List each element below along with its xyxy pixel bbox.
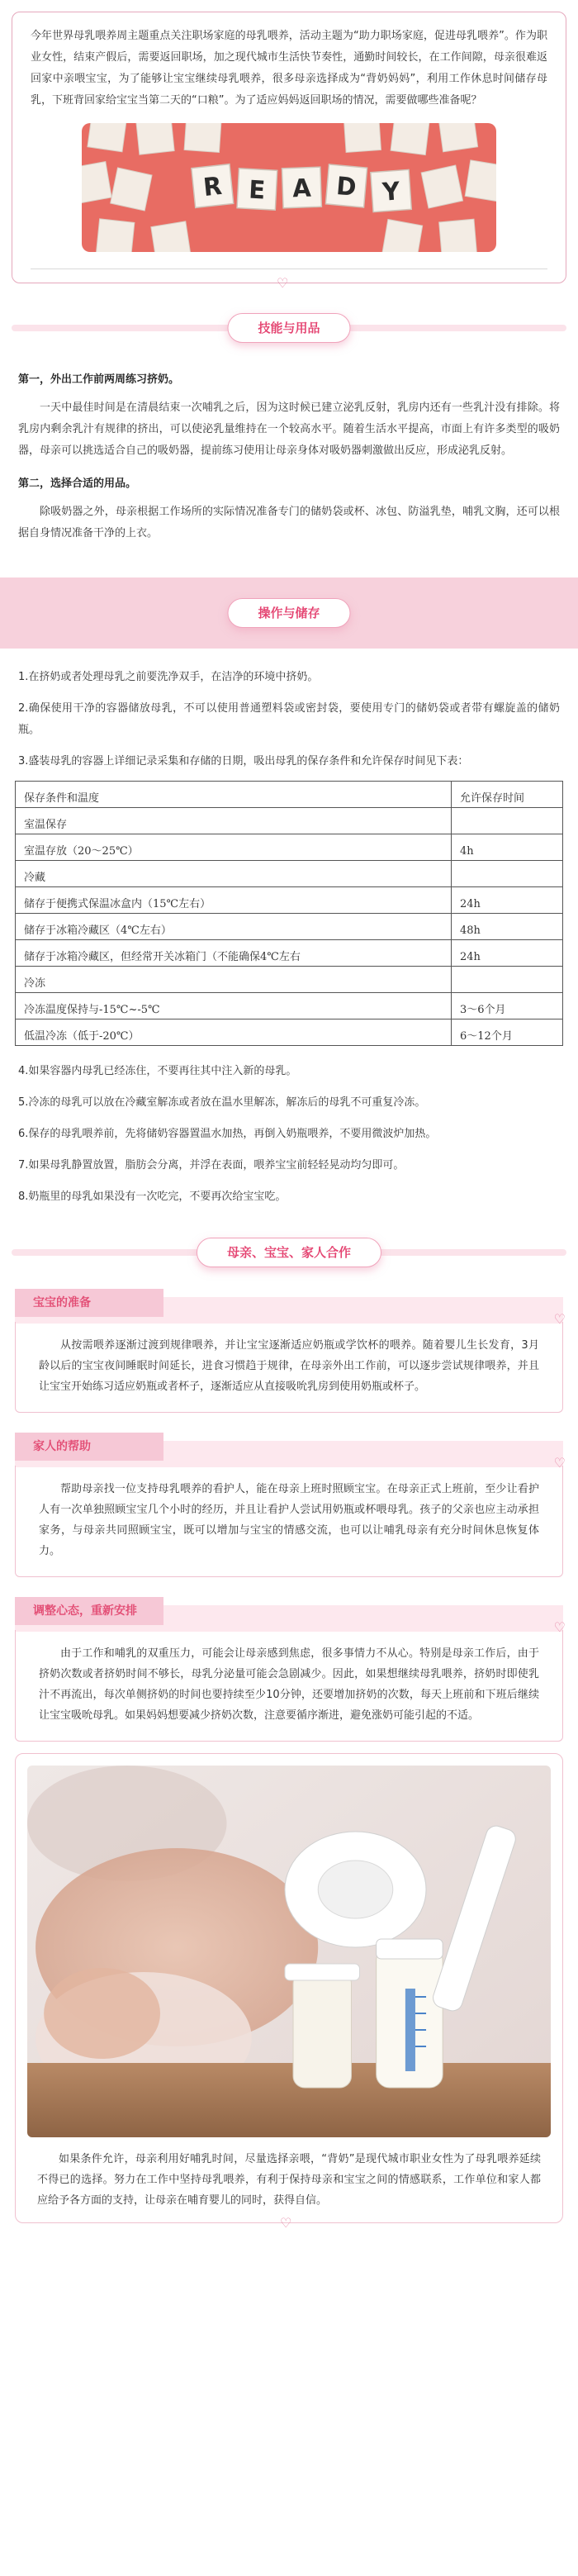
storage-item-2: 2.确保使用干净的容器储放母乳，不可以使用普通塑料袋或密封袋，要使用专门的储奶袋或者带有螺旋盖的储奶瓶。 [18, 702, 560, 736]
skills-content [0, 369, 578, 544]
table-cell-condition: 低温冷冻（低于-20℃） [16, 1019, 452, 1046]
ready-letter-y: Y [381, 176, 401, 207]
table-cell-duration: 允许保存时间 [452, 782, 563, 808]
table-row [16, 834, 563, 861]
table-row [16, 861, 563, 887]
storage-table [15, 781, 563, 1046]
storage-item-1: 1.在挤奶或者处理母乳之前要洗净双手，在洁净的环境中挤奶。 [18, 671, 319, 683]
section-skills-header [0, 283, 578, 369]
table-cell-duration: 6～12个月 [452, 1019, 563, 1046]
ready-letter-r: R [201, 171, 224, 202]
heart-icon: ♡ [553, 1311, 566, 1327]
table-cell-duration [452, 861, 563, 887]
table-cell-duration: 3～6个月 [452, 993, 563, 1019]
ready-letter-d: D [335, 171, 358, 202]
table-row [16, 887, 563, 914]
table-cell-condition: 室温保存 [16, 808, 452, 834]
storage-item-3: 3.盛装母乳的容器上详细记录采集和存储的日期，吸出母乳的保存条件和允许保存时间见下表： [18, 755, 469, 768]
table-cell-condition: 冷冻 [16, 967, 452, 993]
table-cell-duration [452, 967, 563, 993]
storage-item-8: 8.奶瓶里的母乳如果没有一次吃完，不要再次给宝宝吃。 [18, 1191, 287, 1203]
storage-item-4: 4.如果容器内母乳已经冻住，不要再往其中注入新的母乳。 [18, 1065, 297, 1077]
subsection-baby-title: 宝宝的准备 [15, 1289, 163, 1317]
table-cell-duration: 24h [452, 940, 563, 967]
storage-item-7: 7.如果母乳静置放置，脂肪会分离，并浮在表面，喂养宝宝前轻轻晃动均匀即可。 [18, 1159, 405, 1172]
breast-pump-photo [27, 1766, 551, 2137]
subsection-mood-body [15, 1619, 566, 1742]
table-cell-duration: 48h [452, 914, 563, 940]
subsection-mood-title: 调整心态，重新安排 [15, 1597, 163, 1625]
ready-letter-a: A [291, 173, 312, 203]
ready-letter-e: E [248, 175, 267, 205]
section-title-family: 母亲、宝宝、家人合作 [197, 1238, 381, 1267]
table-cell-condition: 冷藏 [16, 861, 452, 887]
table-cell-duration: 24h [452, 887, 563, 914]
skills-point-1-body: 一天中最佳时间是在清晨结束一次哺乳之后，因为这时候已建立泌乳反射，乳房内还有一些乳汁没有排除。将乳房内剩余乳汁有规律的挤出，可以使泌乳量维持在一个较高水平。随着生活水平提高，市面上有许多类型的吸奶器，母亲可以挑选适合自己的吸奶器，提前练习使用让母亲身体对吸奶器刺激做出反应，形成泌乳反射。 [18, 402, 560, 457]
heart-icon: ♡ [280, 2215, 292, 2231]
table-row [16, 914, 563, 940]
skills-point-1-title: 第一，外出工作前两周练习挤奶。 [18, 373, 180, 386]
table-row [16, 1019, 563, 1046]
table-cell-duration [452, 808, 563, 834]
heart-icon: ♡ [277, 275, 289, 291]
closing-paragraph: 如果条件允许，母亲利用好哺乳时间，尽量选择亲喂，“背奶”是现代城市职业女性为了母乳喂养延续不得已的选择。努力在工作中坚持母乳喂养，有利于保持母亲和宝宝之间的情感联系，工作单位和家人都应给予各方面的支持，让母亲在哺育婴儿的同时，获得自信。 [37, 2153, 541, 2207]
table-cell-condition: 冷冻温度保持与-15℃~-5℃ [16, 993, 452, 1019]
family-paragraph: 帮助母亲找一位支持母乳喂养的看护人，能在母亲上班时照顾宝宝。在母亲正式上班前，至少让看护人有一次单独照顾宝宝几个小时的经历，并且让看护人尝试用奶瓶或杯喂母乳。孩子的父亲也应主动承担家务，与母亲共同照顾宝宝，既可以增加与宝宝的情感交流，也可以让哺乳母亲有充分时间休息恢复体力。 [39, 1483, 539, 1557]
table-cell-duration: 4h [452, 834, 563, 861]
table-row [16, 808, 563, 834]
skills-point-2-title: 第二，选择合适的用品。 [18, 478, 137, 490]
ready-blocks-illustration [82, 123, 496, 252]
closing-card [15, 1753, 563, 2231]
heart-icon: ♡ [553, 1455, 566, 1471]
table-cell-condition: 保存条件和温度 [16, 782, 452, 808]
subsection-mood-header [15, 1597, 563, 1630]
ready-blocks-image [82, 123, 496, 252]
storage-content [0, 667, 578, 772]
section-family-header [0, 1208, 578, 1289]
table-cell-condition: 储存于冰箱冷藏区，但经常开关冰箱门（不能确保4℃左右 [16, 940, 452, 967]
subsection-family-title: 家人的帮助 [15, 1433, 163, 1461]
mood-paragraph: 由于工作和哺乳的双重压力，可能会让母亲感到焦虑，很多事情力不从心。特别是母亲工作后，由于挤奶次数或者挤奶时间不够长，母乳分泌量可能会急剧减少。因此，如果想继续母乳喂养，挤奶时即使乳汁不再流出，每次单侧挤奶的时间也要持续至少10分钟，还要增加挤奶的次数，每天上班前和下班后继续让宝宝吸吮母乳。如果妈妈想要减少挤奶次数，注意要循序渐进，避免涨奶可能引起的不适。 [39, 1647, 539, 1722]
storage-item-6: 6.保存的母乳喂养前，先将储奶容器置温水加热，再倒入奶瓶喂养，不要用微波炉加热。 [18, 1128, 437, 1140]
skills-point-2-body: 除吸奶器之外，母亲根据工作场所的实际情况准备专门的储奶袋或杯、冰包、防溢乳垫，哺乳文胸，还可以根据自身情况准备干净的上衣。 [18, 506, 560, 539]
table-row [16, 993, 563, 1019]
baby-paragraph: 从按需喂养逐渐过渡到规律喂养，并让宝宝逐渐适应奶瓶或学饮杯的喂养。随着婴儿生长发育，3月龄以后的宝宝夜间睡眠时间延长，进食习惯趋于规律，在母亲外出工作前，可以逐步尝试规律喂养，并且让宝宝开始练习适应奶瓶或者杯子，逐渐适应从直接吸吮乳房到使用奶瓶或杯子。 [39, 1339, 539, 1393]
intro-paragraph: 今年世界母乳喂养周主题重点关注职场家庭的母乳喂养，活动主题为“助力职场家庭，促进母乳喂养”。作为职业女性，结束产假后，需要返回职场，加之现代城市生活快节奏性，通勤时间较长，在工作间隙，母亲很难返回家中亲喂宝宝，为了能够让宝宝继续母乳喂养，很多母亲选择成为“背奶妈妈”，利用工作休息时间储存母乳，下班背回家给宝宝当第二天的“口粮”。为了适应妈妈返回职场的情况，需要做哪些准备呢？ [31, 30, 547, 107]
storage-content-2 [0, 1061, 578, 1208]
storage-item-5: 5.冷冻的母乳可以放在冷藏室解冻或者放在温水里解冻，解冻后的母乳不可重复冷冻。 [18, 1096, 426, 1109]
subsection-family-body [15, 1455, 566, 1577]
section-storage-header [0, 577, 578, 649]
subsection-family-header [15, 1433, 563, 1466]
table-row [16, 940, 563, 967]
table-row [16, 782, 563, 808]
heart-icon: ♡ [553, 1619, 566, 1635]
table-cell-condition: 室温存放（20～25℃） [16, 834, 452, 861]
section-title-skills: 技能与用品 [227, 313, 350, 343]
table-cell-condition: 储存于便携式保温冰盒内（15℃左右） [16, 887, 452, 914]
table-row [16, 967, 563, 993]
breast-pump-illustration [27, 1766, 551, 2137]
subsection-baby-header [15, 1289, 563, 1322]
subsection-baby-body [15, 1311, 566, 1413]
section-title-storage: 操作与储存 [227, 598, 350, 628]
intro-card [12, 12, 566, 291]
table-cell-condition: 储存于冰箱冷藏区（4℃左右） [16, 914, 452, 940]
